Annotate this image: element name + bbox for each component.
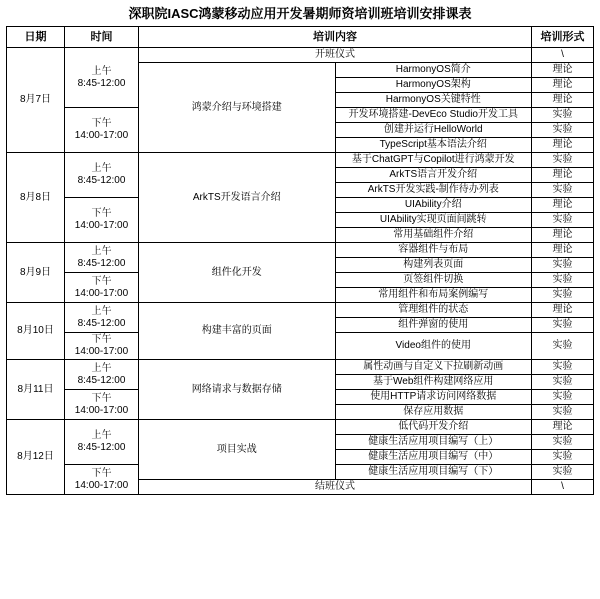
cell-form: 实验 <box>532 123 594 138</box>
time-label-afternoon: 下午 <box>91 118 112 129</box>
cell-content: 开发环境搭建-DevEco Studio开发工具 <box>335 108 532 123</box>
cell-content: 保存应用数据 <box>335 405 532 420</box>
time-label-afternoon: 下午 <box>91 334 112 345</box>
cell-date: 8月7日 <box>7 48 65 153</box>
cell-form: 实验 <box>532 153 594 168</box>
cell-form: 理论 <box>532 303 594 318</box>
cell-form: 实验 <box>532 213 594 228</box>
training-schedule-table <box>6 26 594 495</box>
cell-form: 实验 <box>532 318 594 333</box>
cell-content: 管理组件的状态 <box>335 303 532 318</box>
cell-date: 8月12日 <box>7 420 65 495</box>
cell-time-afternoon <box>65 390 139 420</box>
cell-content: HarmonyOS关键特性 <box>335 93 532 108</box>
cell-content: UIAbility介绍 <box>335 198 532 213</box>
cell-time-afternoon <box>65 273 139 303</box>
cell-form: \ <box>532 48 594 63</box>
table-row <box>7 243 594 258</box>
cell-content: 页签组件切换 <box>335 273 532 288</box>
cell-form: 实验 <box>532 333 594 360</box>
cell-form: \ <box>532 480 594 495</box>
table-body <box>7 48 594 495</box>
cell-form: 理论 <box>532 138 594 153</box>
cell-content: UIAbility实现页面间跳转 <box>335 213 532 228</box>
cell-content: 常用组件和布局案例编写 <box>335 288 532 303</box>
cell-form: 理论 <box>532 228 594 243</box>
time-label-morning: 上午 <box>91 362 112 374</box>
cell-time-morning <box>65 420 139 465</box>
cell-form: 实验 <box>532 450 594 465</box>
cell-content: 基于ChatGPT与Copilot进行鸿蒙开发 <box>335 153 532 168</box>
column-header-time: 时间 <box>65 27 139 48</box>
cell-date: 8月11日 <box>7 360 65 420</box>
cell-form: 理论 <box>532 78 594 93</box>
time-label-afternoon: 下午 <box>91 275 112 287</box>
time-label-morning: 上午 <box>91 65 112 77</box>
cell-content: 组件弹窗的使用 <box>335 318 532 333</box>
time-range-morning: 8:45-12:00 <box>77 175 126 186</box>
cell-content: 创建并运行HelloWorld <box>335 123 532 138</box>
time-label-morning: 上午 <box>91 245 112 257</box>
cell-time-morning <box>65 48 139 108</box>
table-row <box>7 420 594 435</box>
cell-date: 8月9日 <box>7 243 65 303</box>
time-label-afternoon: 下午 <box>91 467 112 479</box>
cell-form: 理论 <box>532 198 594 213</box>
cell-content: 使用HTTP请求访问网络数据 <box>335 390 532 405</box>
time-range-morning: 8:45-12:00 <box>77 77 126 89</box>
cell-topic: ArkTS开发语言介绍 <box>139 153 336 243</box>
cell-content: TypeScript基本语法介绍 <box>335 138 532 153</box>
cell-topic: 组件化开发 <box>139 243 336 303</box>
cell-form: 实验 <box>532 375 594 390</box>
cell-form: 理论 <box>532 93 594 108</box>
cell-date: 8月10日 <box>7 303 65 360</box>
cell-topic: 构建丰富的页面 <box>139 303 336 360</box>
cell-content: 健康生活应用项目编写（中） <box>335 450 532 465</box>
cell-content: 结班仪式 <box>139 480 532 495</box>
cell-form: 实验 <box>532 183 594 198</box>
cell-date: 8月8日 <box>7 153 65 243</box>
time-range-afternoon: 14:00-17:00 <box>74 130 129 141</box>
cell-topic: 鸿蒙介绍与环境搭建 <box>139 63 336 153</box>
cell-form: 实验 <box>532 288 594 303</box>
time-range-morning: 8:45-12:00 <box>77 317 126 329</box>
cell-time-morning <box>65 360 139 390</box>
column-header-form: 培训形式 <box>532 27 594 48</box>
cell-content: 容器组件与布局 <box>335 243 532 258</box>
cell-content: 低代码开发介绍 <box>335 420 532 435</box>
cell-content: HarmonyOS架构 <box>335 78 532 93</box>
cell-content: 基于Web组件构建网络应用 <box>335 375 532 390</box>
time-label-afternoon: 下午 <box>91 208 112 219</box>
time-label-morning: 上午 <box>91 163 112 174</box>
cell-form: 理论 <box>532 243 594 258</box>
cell-content: 常用基础组件介绍 <box>335 228 532 243</box>
time-range-afternoon: 14:00-17:00 <box>74 287 129 299</box>
table-header-row <box>7 27 594 48</box>
page-title: 深职院IASC鸿蒙移动应用开发暑期师资培训班培训安排课表 <box>128 6 472 21</box>
cell-content: 开班仪式 <box>139 48 532 63</box>
time-range-morning: 8:45-12:00 <box>77 374 126 386</box>
cell-content: 属性动画与自定义下拉刷新动画 <box>335 360 532 375</box>
time-range-morning: 8:45-12:00 <box>77 442 126 453</box>
cell-form: 实验 <box>532 390 594 405</box>
cell-time-afternoon <box>65 198 139 243</box>
cell-content: ArkTS语言开发介绍 <box>335 168 532 183</box>
cell-content: Video组件的使用 <box>335 333 532 360</box>
cell-topic: 项目实战 <box>139 420 336 480</box>
cell-form: 实验 <box>532 108 594 123</box>
column-header-date: 日期 <box>7 27 65 48</box>
cell-time-morning <box>65 303 139 333</box>
cell-form: 实验 <box>532 258 594 273</box>
cell-time-afternoon <box>65 108 139 153</box>
cell-topic: 网络请求与数据存储 <box>139 360 336 420</box>
cell-form: 实验 <box>532 435 594 450</box>
column-header-content: 培训内容 <box>139 27 532 48</box>
time-label-afternoon: 下午 <box>91 392 112 404</box>
cell-form: 理论 <box>532 63 594 78</box>
time-range-afternoon: 14:00-17:00 <box>74 220 129 231</box>
cell-content: ArkTS开发实践-制作待办列表 <box>335 183 532 198</box>
cell-time-morning <box>65 243 139 273</box>
cell-form: 理论 <box>532 168 594 183</box>
table-row <box>7 303 594 318</box>
time-label-morning: 上午 <box>91 305 112 317</box>
time-label-morning: 上午 <box>91 430 112 441</box>
time-range-afternoon: 14:00-17:00 <box>74 346 129 357</box>
cell-content: 健康生活应用项目编写（上） <box>335 435 532 450</box>
time-range-afternoon: 14:00-17:00 <box>74 479 129 491</box>
cell-time-morning <box>65 153 139 198</box>
table-row <box>7 360 594 375</box>
cell-form: 实验 <box>532 405 594 420</box>
cell-content: 构建列表页面 <box>335 258 532 273</box>
time-range-morning: 8:45-12:00 <box>77 257 126 269</box>
cell-form: 理论 <box>532 420 594 435</box>
table-row <box>7 153 594 168</box>
cell-form: 实验 <box>532 465 594 480</box>
time-range-afternoon: 14:00-17:00 <box>74 404 129 416</box>
cell-time-afternoon <box>65 465 139 495</box>
cell-form: 实验 <box>532 360 594 375</box>
cell-content: HarmonyOS简介 <box>335 63 532 78</box>
cell-content: 健康生活应用项目编写（下） <box>335 465 532 480</box>
table-header <box>7 27 594 48</box>
cell-time-afternoon <box>65 333 139 360</box>
table-row <box>7 48 594 63</box>
cell-form: 实验 <box>532 273 594 288</box>
